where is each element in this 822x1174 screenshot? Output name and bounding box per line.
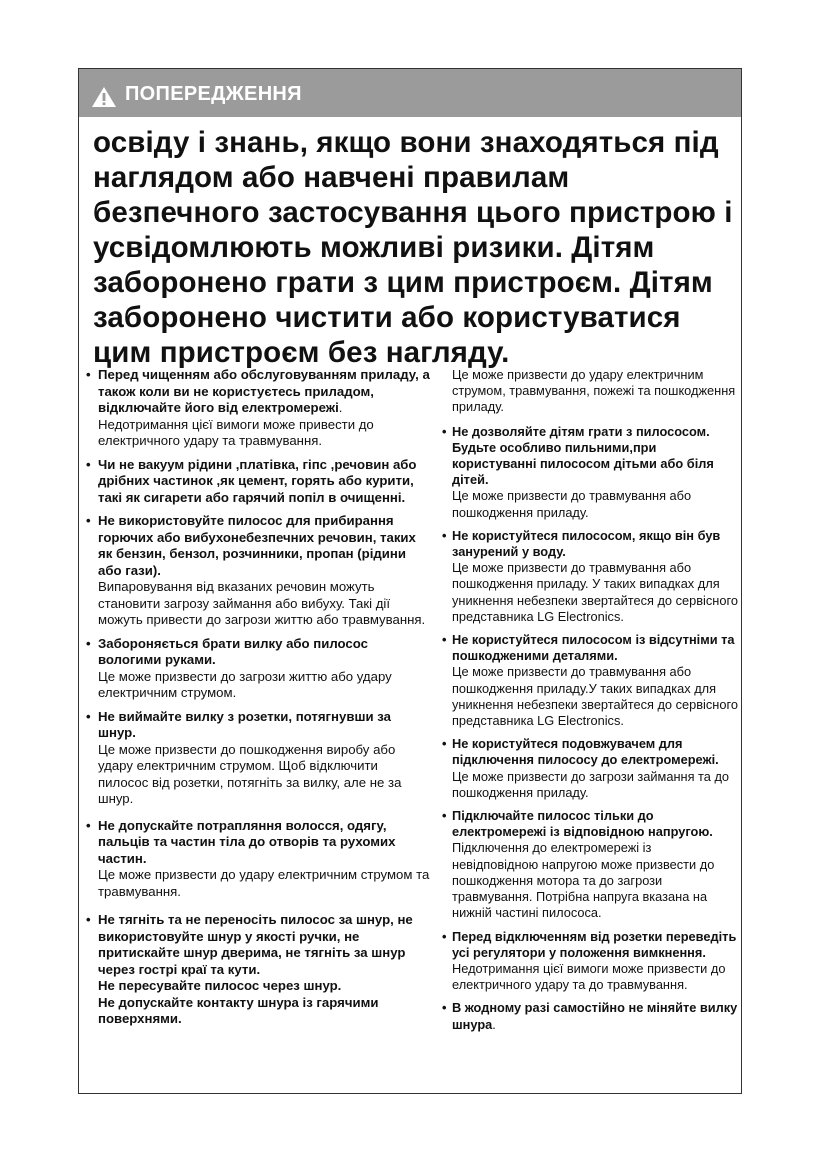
warning-section <box>78 68 742 1094</box>
warning-item: • Чи не вакуум рідини ,платівка, гіпс ,речовин або дрібних частинок ,як цемент, горять або курити, такі як сигарети або гарячий попіл в очищенні. <box>86 456 417 505</box>
warning-item: • Не тягніть та не переносіть пилосос за шнур, не використовуйте шнур у якості ручки, не притискайте шнур дверима, не тягніть за шнур через гострі краї та кути. Не пересувайте пилосос через шнур. Не допускайте контакту шнура із гарячими поверхнями. <box>86 912 413 1026</box>
warning-item: • В жодному разі самостійно не міняйте вилку шнура. <box>442 1000 738 1032</box>
right-column <box>442 367 740 1040</box>
warning-item: • Не користуйтеся пилососом із відсутніми та пошкодженими деталями. Це може призвести до травмування або пошкодження приладу.У таких випадках для уникнення небезпеки звертайтеся до сервісного представника LG Electronics. <box>442 632 738 729</box>
continuation-text: Це може призвести до удару електричним струмом, травмування, пожежі та пошкодження приладу. <box>452 367 736 415</box>
warning-item: • Не виймайте вилку з розетки, потягнувши за шнур. Це може призвести до пошкодження виробу або удару електричним струмом. Щоб відключити пилосос від розетки, потягніть за вилку, але не за шнур. <box>86 708 402 806</box>
warning-item: • Забороняється брати вилку або пилосос вологими руками. Це може призвести до загрози життю або удару електричним струмом. <box>86 635 392 700</box>
intro-text: освіду і знань, якщо вони знаходяться під наглядом або навчені правилам безпечного застосування цього пристрою і усвідомлюють можливі ризики. Дітям заборонено грати з цим пристроєм. Дітям заборонено чистити або користуватися цим пристроєм без нагляду. <box>93 126 733 369</box>
warning-item: • Не використовуйте пилосос для прибирання горючих або вибухонебезпечних речовин, таких як бензин, бензол, розчинники, пропан (рідини або гази). Випаровування від вказаних речовин можуть становити загрозу займання або вибуху. Такі дії можуть привести до загрози життю або травмування. <box>86 513 426 627</box>
left-column <box>84 367 431 1035</box>
warning-item: • Перед чищенням або обслуговуванням приладу, а також коли ви не користуєтесь приладом, відключайте його від електромережі. Недотримання цієї вимоги може привести до електричного удару та травмування. <box>86 367 430 448</box>
warning-item: • Не користуйтеся пилососом, якщо він був занурений у воду. Це може призвести до травмування або пошкодження приладу. У таких випадках для уникнення небезпеки звертайтеся до сервісного представника LG Electronics. <box>442 527 738 624</box>
warning-item: • Підключайте пилосос тільки до електромережі із відповідною напругою. Підключення до електромережі із невідповідною напругою може призвести до пошкодження мотора та до загрози травмування. Потрібна напруга вказана на нижній частині пилососа. <box>442 808 715 921</box>
warning-item: • Не користуйтеся подовжувачем для підключення пилососу до електромережі. Це може призвести до загрози займання та до пошкодження приладу. <box>442 736 730 800</box>
warning-header <box>79 69 741 117</box>
warning-triangle-icon <box>91 86 117 108</box>
warning-item: • Не дозволяйте дітям грати з пилососом. Будьте особливо пильними,при користуванні пилососом дітьми або біля дітей. Це може призвести до травмування або пошкодження приладу. <box>442 423 714 520</box>
warning-item: • Не допускайте потрапляння волосся, одягу, пальців та частин тіла до отворів та рухомих частин. Це може призвести до удару електричним струмом та травмування. <box>86 817 430 899</box>
warning-item: • Перед відключенням від розетки переведіть усі регулятори у положення вимкнення. Недотримання цієї вимоги може призвести до електричного удару та до травмування. <box>442 928 737 993</box>
warning-title: ПОПЕРЕДЖЕННЯ <box>125 83 302 105</box>
